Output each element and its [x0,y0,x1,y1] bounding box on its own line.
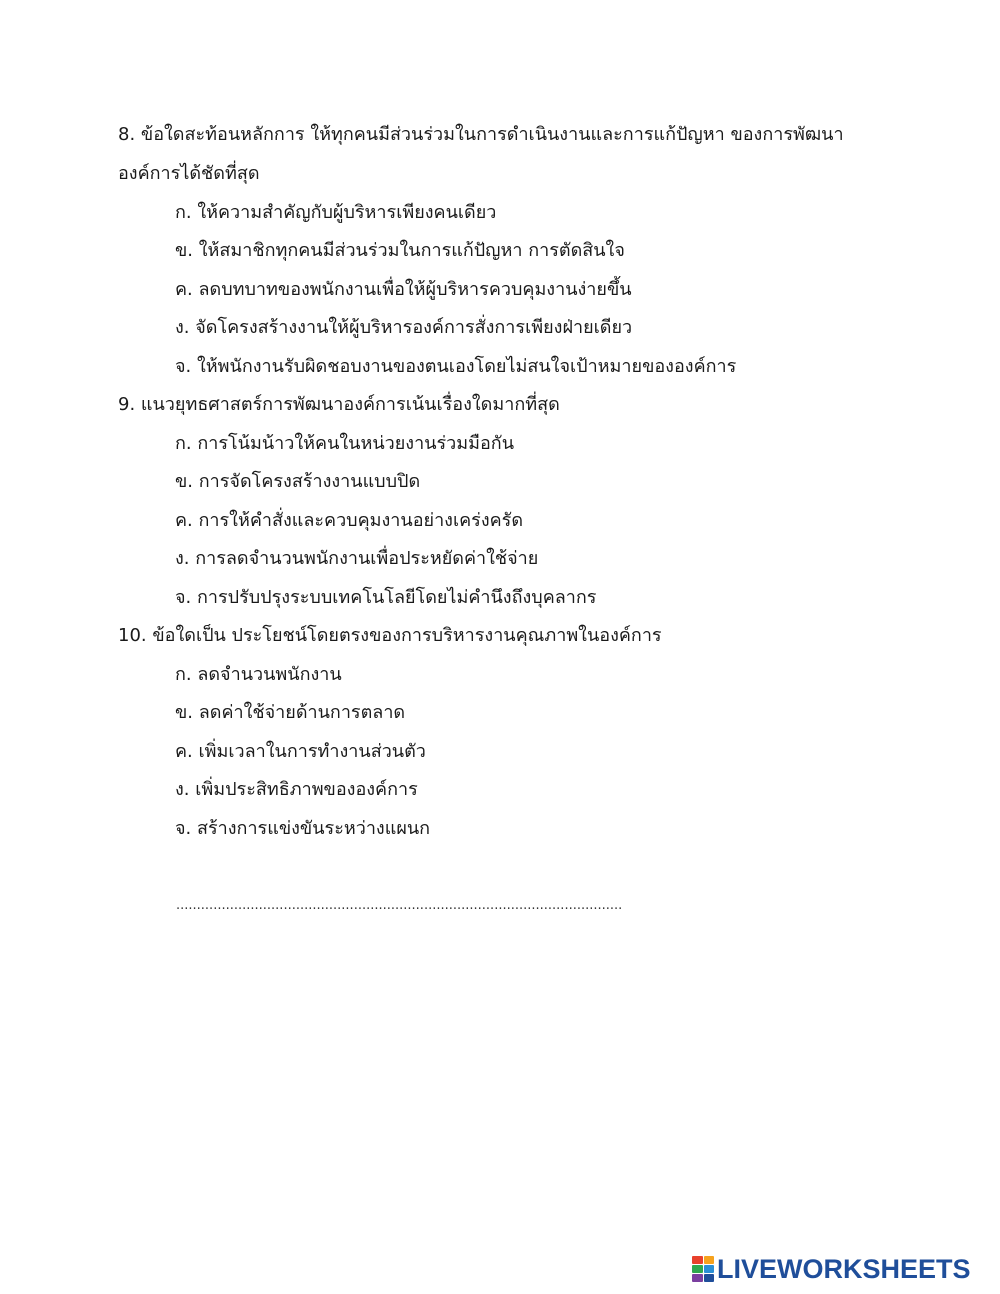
question-8-option-b[interactable]: ข. ให้สมาชิกทุกคนมีส่วนร่วมในการแก้ปัญหา การตัดสินใจ [175,240,625,261]
logo-square-purple [692,1274,703,1282]
logo-square-green [692,1265,703,1273]
question-10-option-c[interactable]: ค. เพิ่มเวลาในการทำงานส่วนตัว [175,741,426,762]
answer-dotted-line[interactable]: ............................................................................................................ [176,898,623,913]
question-9-option-e[interactable]: จ. การปรับปรุงระบบเทคโนโลยีโดยไม่คำนึงถึงบุคลากร [175,587,597,608]
question-9-option-b[interactable]: ข. การจัดโครงสร้างงานแบบปิด [175,471,421,492]
question-8-text-line-1: 8. ข้อใดสะท้อนหลักการ ให้ทุกคนมีส่วนร่วมในการดำเนินงานและการแก้ปัญหา ของการพัฒนา [118,124,844,145]
question-9-option-d[interactable]: ง. การลดจำนวนพนักงานเพื่อประหยัดค่าใช้จ่าย [175,548,539,569]
question-8-text-line-2: องค์การได้ชัดที่สุด [118,163,260,184]
question-9-text: 9. แนวยุทธศาสตร์การพัฒนาองค์การเน้นเรื่องใดมากที่สุด [118,394,560,415]
liveworksheets-logo[interactable] [692,1253,971,1285]
question-10-option-d[interactable]: ง. เพิ่มประสิทธิภาพขององค์การ [175,779,418,800]
question-9-option-a[interactable]: ก. การโน้มน้าวให้คนในหน่วยงานร่วมมือกัน [175,433,515,454]
question-10-option-b[interactable]: ข. ลดค่าใช้จ่ายด้านการตลาด [175,702,406,723]
question-8-option-d[interactable]: ง. จัดโครงสร้างงานให้ผู้บริหารองค์การสั่งการเพียงฝ่ายเดียว [175,317,633,338]
question-8-option-c[interactable]: ค. ลดบทบาทของพนักงานเพื่อให้ผู้บริหารควบคุมงานง่ายขึ้น [175,279,632,300]
question-8-option-a[interactable]: ก. ให้ความสำคัญกับผู้บริหารเพียงคนเดียว [175,202,497,223]
liveworksheets-logo-text: LIVEWORKSHEETS [717,1253,971,1284]
logo-square-red [692,1256,703,1264]
question-10-text: 10. ข้อใดเป็น ประโยชน์โดยตรงของการบริหารงานคุณภาพในองค์การ [118,625,662,646]
logo-square-blue [704,1265,715,1273]
question-10-option-a[interactable]: ก. ลดจำนวนพนักงาน [175,664,342,685]
question-10-option-e[interactable]: จ. สร้างการแข่งขันระหว่างแผนก [175,818,431,839]
logo-square-orange [704,1256,715,1264]
liveworksheets-logo-icon [692,1256,714,1282]
logo-square-navy [704,1274,715,1282]
question-8-option-e[interactable]: จ. ให้พนักงานรับผิดชอบงานของตนเองโดยไม่สนใจเป้าหมายขององค์การ [175,356,737,377]
question-9-option-c[interactable]: ค. การให้คำสั่งและควบคุมงานอย่างเคร่งครัด [175,510,524,531]
